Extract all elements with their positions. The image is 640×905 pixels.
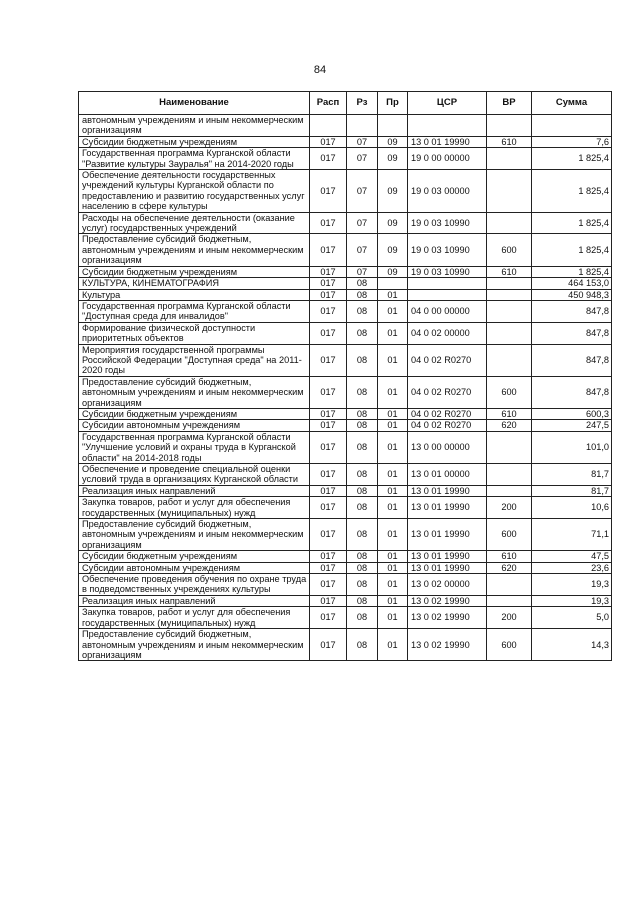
cell-sum: 464 153,0 (532, 278, 612, 289)
cell-name: Формирование физической доступности приоритетных объектов (79, 322, 310, 344)
cell-name: Предоставление субсидий бюджетным, автономным учреждениям и иным некоммерческим организациям (79, 629, 310, 661)
cell-vr (487, 148, 532, 170)
table-row (79, 519, 612, 551)
cell-csr: 13 0 01 19990 (408, 136, 487, 147)
cell-sum: 10,6 (532, 497, 612, 519)
cell-rasp: 017 (310, 170, 347, 213)
cell-vr (487, 574, 532, 596)
cell-csr: 13 0 01 19990 (408, 551, 487, 562)
cell-sum: 81,7 (532, 464, 612, 486)
cell-name: Государственная программа Курганской области "Доступная среда для инвалидов" (79, 300, 310, 322)
table-row (79, 136, 612, 147)
cell-sum: 19,3 (532, 595, 612, 606)
cell-vr (487, 322, 532, 344)
cell-rz: 07 (347, 234, 378, 266)
cell-sum: 847,8 (532, 376, 612, 408)
cell-rz: 07 (347, 136, 378, 147)
cell-csr: 04 0 02 R0270 (408, 408, 487, 419)
cell-name: Мероприятия государственной программы Российской Федерации "Доступная среда" на 2011-2020 годы (79, 344, 310, 376)
cell-rasp: 017 (310, 322, 347, 344)
cell-csr: 13 0 02 19990 (408, 595, 487, 606)
cell-pr: 01 (378, 420, 408, 431)
cell-name: Реализация иных направлений (79, 595, 310, 606)
cell-pr: 01 (378, 629, 408, 661)
cell-pr: 01 (378, 464, 408, 486)
cell-vr (487, 115, 532, 137)
cell-rz: 08 (347, 497, 378, 519)
table-row (79, 551, 612, 562)
cell-pr: 01 (378, 574, 408, 596)
table-row (79, 212, 612, 234)
cell-name: КУЛЬТУРА, КИНЕМАТОГРАФИЯ (79, 278, 310, 289)
column-header-rasp: Расп (310, 92, 347, 115)
cell-name: Закупка товаров, работ и услуг для обеспечения государственных (муниципальных) нужд (79, 497, 310, 519)
cell-vr: 610 (487, 136, 532, 147)
cell-vr (487, 289, 532, 300)
cell-pr (378, 278, 408, 289)
cell-sum: 7,6 (532, 136, 612, 147)
cell-rasp: 017 (310, 212, 347, 234)
cell-rz: 08 (347, 420, 378, 431)
column-header-sum: Сумма (532, 92, 612, 115)
table-row (79, 115, 612, 137)
cell-name: Реализация иных направлений (79, 485, 310, 496)
cell-vr (487, 431, 532, 463)
table-row (79, 408, 612, 419)
table-row (79, 148, 612, 170)
cell-pr: 01 (378, 497, 408, 519)
cell-vr (487, 344, 532, 376)
cell-vr: 620 (487, 420, 532, 431)
cell-sum: 47,5 (532, 551, 612, 562)
table-row (79, 420, 612, 431)
cell-pr: 01 (378, 322, 408, 344)
cell-vr: 620 (487, 562, 532, 573)
cell-csr: 13 0 02 00000 (408, 574, 487, 596)
cell-rasp: 017 (310, 485, 347, 496)
cell-name: Субсидии автономным учреждениям (79, 420, 310, 431)
cell-csr: 04 0 02 R0270 (408, 376, 487, 408)
cell-pr: 09 (378, 170, 408, 213)
cell-sum: 14,3 (532, 629, 612, 661)
column-header-vr: ВР (487, 92, 532, 115)
cell-pr: 01 (378, 344, 408, 376)
cell-rasp: 017 (310, 574, 347, 596)
cell-csr: 04 0 02 00000 (408, 322, 487, 344)
cell-pr: 09 (378, 234, 408, 266)
cell-rz: 08 (347, 376, 378, 408)
cell-rasp: 017 (310, 266, 347, 277)
cell-sum (532, 115, 612, 137)
cell-name: Субсидии бюджетным учреждениям (79, 551, 310, 562)
table-row (79, 344, 612, 376)
cell-vr (487, 278, 532, 289)
cell-vr: 610 (487, 551, 532, 562)
page-number: 84 (313, 64, 327, 76)
table-row (79, 431, 612, 463)
cell-csr: 13 0 01 00000 (408, 464, 487, 486)
table-header-row (79, 92, 612, 115)
cell-rasp: 017 (310, 234, 347, 266)
cell-pr: 01 (378, 562, 408, 573)
cell-sum: 23,6 (532, 562, 612, 573)
cell-vr: 610 (487, 266, 532, 277)
cell-name: Государственная программа Курганской области "Развитие культуры Зауралья" на 2014-2020 годы (79, 148, 310, 170)
table-body (79, 115, 612, 661)
cell-rz: 08 (347, 322, 378, 344)
column-header-rz: Рз (347, 92, 378, 115)
cell-sum: 847,8 (532, 300, 612, 322)
cell-csr: 13 0 01 19990 (408, 497, 487, 519)
cell-sum: 5,0 (532, 607, 612, 629)
cell-csr: 13 0 00 00000 (408, 431, 487, 463)
cell-csr: 19 0 03 00000 (408, 170, 487, 213)
cell-rasp: 017 (310, 300, 347, 322)
table-row (79, 595, 612, 606)
table-row (79, 322, 612, 344)
cell-rz: 08 (347, 629, 378, 661)
cell-rz: 07 (347, 212, 378, 234)
column-header-name: Наименование (79, 92, 310, 115)
cell-sum: 1 825,4 (532, 234, 612, 266)
cell-vr (487, 300, 532, 322)
budget-table (78, 91, 612, 661)
cell-pr: 09 (378, 212, 408, 234)
cell-rasp: 017 (310, 431, 347, 463)
cell-pr: 01 (378, 595, 408, 606)
cell-vr (487, 212, 532, 234)
cell-vr (487, 170, 532, 213)
cell-sum: 1 825,4 (532, 266, 612, 277)
table-row (79, 266, 612, 277)
cell-name: Обеспечение и проведение специальной оценки условий труда в организациях Курганской области (79, 464, 310, 486)
cell-pr (378, 115, 408, 137)
table-row (79, 464, 612, 486)
cell-name: Субсидии бюджетным учреждениям (79, 266, 310, 277)
cell-sum: 1 825,4 (532, 212, 612, 234)
table-row (79, 574, 612, 596)
cell-sum: 847,8 (532, 344, 612, 376)
cell-vr: 610 (487, 408, 532, 419)
cell-rasp: 017 (310, 344, 347, 376)
cell-rasp: 017 (310, 148, 347, 170)
cell-rasp: 017 (310, 376, 347, 408)
table-row (79, 497, 612, 519)
cell-rz: 08 (347, 278, 378, 289)
cell-vr: 200 (487, 607, 532, 629)
cell-name: Расходы на обеспечение деятельности (оказание услуг) государственных учреждений (79, 212, 310, 234)
table-row (79, 278, 612, 289)
cell-vr: 200 (487, 497, 532, 519)
cell-vr: 600 (487, 376, 532, 408)
cell-sum: 1 825,4 (532, 148, 612, 170)
cell-name: автономным учреждениям и иным некоммерческим организациям (79, 115, 310, 137)
cell-vr: 600 (487, 629, 532, 661)
cell-csr: 19 0 00 00000 (408, 148, 487, 170)
cell-name: Предоставление субсидий бюджетным, автономным учреждениям и иным некоммерческим организациям (79, 234, 310, 266)
cell-rasp: 017 (310, 420, 347, 431)
cell-rz: 08 (347, 408, 378, 419)
cell-pr: 01 (378, 408, 408, 419)
cell-name: Обеспечение проведения обучения по охране труда в подведомственных учреждениях культуры (79, 574, 310, 596)
cell-rasp (310, 115, 347, 137)
cell-name: Субсидии бюджетным учреждениям (79, 408, 310, 419)
cell-csr: 13 0 01 19990 (408, 562, 487, 573)
table-row (79, 300, 612, 322)
cell-rz: 08 (347, 300, 378, 322)
cell-pr: 01 (378, 551, 408, 562)
cell-rasp: 017 (310, 629, 347, 661)
cell-pr: 01 (378, 519, 408, 551)
table-row (79, 376, 612, 408)
cell-rz: 08 (347, 464, 378, 486)
table-row (79, 170, 612, 213)
cell-vr: 600 (487, 519, 532, 551)
cell-vr (487, 595, 532, 606)
cell-name: Предоставление субсидий бюджетным, автономным учреждениям и иным некоммерческим организациям (79, 376, 310, 408)
cell-rz: 07 (347, 170, 378, 213)
cell-rz: 08 (347, 574, 378, 596)
cell-vr (487, 485, 532, 496)
cell-pr: 01 (378, 289, 408, 300)
cell-csr (408, 115, 487, 137)
cell-csr: 04 0 02 R0270 (408, 344, 487, 376)
cell-name: Государственная программа Курганской области "Улучшение условий и охраны труда в Курганской области" на 2014-2018 годы (79, 431, 310, 463)
cell-rasp: 017 (310, 464, 347, 486)
cell-rz: 08 (347, 551, 378, 562)
cell-name: Обеспечение деятельности государственных учреждений культуры Курганской области по предоставлению и развитию государственных услуг населению в сфере культуры (79, 170, 310, 213)
cell-csr: 13 0 01 19990 (408, 519, 487, 551)
cell-pr: 01 (378, 431, 408, 463)
cell-csr (408, 289, 487, 300)
cell-csr: 19 0 03 10990 (408, 266, 487, 277)
cell-pr: 01 (378, 485, 408, 496)
cell-vr: 600 (487, 234, 532, 266)
cell-csr: 19 0 03 10990 (408, 234, 487, 266)
cell-rz: 08 (347, 562, 378, 573)
cell-csr: 04 0 00 00000 (408, 300, 487, 322)
cell-rasp: 017 (310, 497, 347, 519)
cell-name: Закупка товаров, работ и услуг для обеспечения государственных (муниципальных) нужд (79, 607, 310, 629)
cell-csr (408, 278, 487, 289)
cell-csr: 13 0 02 19990 (408, 607, 487, 629)
cell-sum: 847,8 (532, 322, 612, 344)
cell-sum: 247,5 (532, 420, 612, 431)
cell-csr: 13 0 02 19990 (408, 629, 487, 661)
cell-sum: 71,1 (532, 519, 612, 551)
column-header-pr: Пр (378, 92, 408, 115)
cell-rz: 08 (347, 431, 378, 463)
cell-sum: 600,3 (532, 408, 612, 419)
table-row (79, 289, 612, 300)
cell-pr: 01 (378, 376, 408, 408)
cell-vr (487, 464, 532, 486)
cell-sum: 1 825,4 (532, 170, 612, 213)
cell-rz: 08 (347, 595, 378, 606)
cell-sum: 81,7 (532, 485, 612, 496)
cell-rz: 08 (347, 485, 378, 496)
cell-name: Субсидии бюджетным учреждениям (79, 136, 310, 147)
table-row (79, 485, 612, 496)
cell-csr: 19 0 03 10990 (408, 212, 487, 234)
cell-sum: 101,0 (532, 431, 612, 463)
cell-csr: 04 0 02 R0270 (408, 420, 487, 431)
cell-pr: 01 (378, 300, 408, 322)
cell-pr: 01 (378, 607, 408, 629)
cell-rasp: 017 (310, 278, 347, 289)
cell-rz: 08 (347, 344, 378, 376)
cell-rz: 08 (347, 289, 378, 300)
cell-rasp: 017 (310, 136, 347, 147)
cell-name: Предоставление субсидий бюджетным, автономным учреждениям и иным некоммерческим организациям (79, 519, 310, 551)
cell-name: Культура (79, 289, 310, 300)
cell-rasp: 017 (310, 595, 347, 606)
cell-sum: 19,3 (532, 574, 612, 596)
cell-name: Субсидии автономным учреждениям (79, 562, 310, 573)
cell-rasp: 017 (310, 607, 347, 629)
cell-rz: 08 (347, 519, 378, 551)
cell-rasp: 017 (310, 408, 347, 419)
cell-rasp: 017 (310, 519, 347, 551)
cell-pr: 09 (378, 136, 408, 147)
cell-rasp: 017 (310, 562, 347, 573)
cell-sum: 450 948,3 (532, 289, 612, 300)
cell-pr: 09 (378, 266, 408, 277)
cell-rz: 07 (347, 266, 378, 277)
table-row (79, 607, 612, 629)
table-row (79, 629, 612, 661)
table-row (79, 234, 612, 266)
cell-rasp: 017 (310, 551, 347, 562)
table-row (79, 562, 612, 573)
cell-csr: 13 0 01 19990 (408, 485, 487, 496)
column-header-csr: ЦСР (408, 92, 487, 115)
cell-rz (347, 115, 378, 137)
cell-rz: 07 (347, 148, 378, 170)
cell-pr: 09 (378, 148, 408, 170)
cell-rasp: 017 (310, 289, 347, 300)
cell-rz: 08 (347, 607, 378, 629)
